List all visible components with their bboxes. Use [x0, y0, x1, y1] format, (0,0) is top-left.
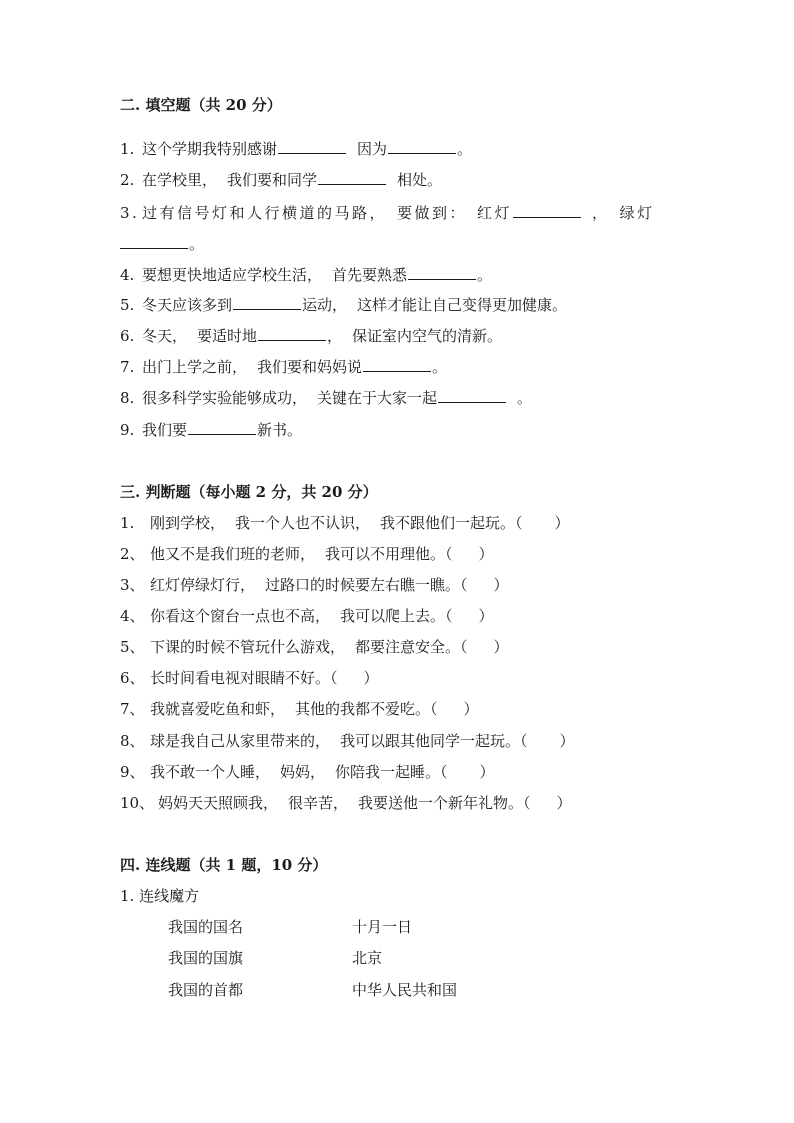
question-text: 很多科学实验能够成功， [142, 389, 308, 407]
item-text: 红灯停绿灯行， [150, 576, 256, 594]
item-text: ） [363, 669, 379, 687]
item-text: 刚到学校， [150, 514, 226, 532]
question-text: 。 [189, 235, 205, 253]
item-text: 球是我自己从家里带来的， [150, 732, 331, 750]
answer-blank[interactable] [120, 234, 188, 249]
question-text: ， [592, 204, 610, 222]
item-text: 我不跟他们一起玩。（ [380, 514, 523, 532]
item-text: ） [556, 794, 572, 812]
fill-blank-question-1 [120, 139, 472, 159]
answer-blank[interactable] [408, 265, 476, 280]
question-text: ， [327, 327, 343, 345]
question-text: 我们要和同学 [227, 171, 318, 189]
fill-blank-question-3 [120, 203, 655, 223]
question-text: 要做到： [397, 204, 468, 222]
item-number: 1. [120, 514, 135, 532]
true-false-item-1 [120, 513, 570, 533]
answer-blank[interactable] [438, 388, 506, 403]
question-text: 保证室内空气的清新。 [352, 327, 503, 345]
fill-blank-question-6 [120, 326, 502, 346]
question-text: 我们要 [142, 421, 188, 439]
question-text: 在学校里， [142, 171, 218, 189]
item-text: 妈妈天天照顾我， [158, 794, 279, 812]
true-false-item-2 [120, 544, 494, 564]
fill-blank-question-7 [120, 357, 447, 377]
matching-right-item[interactable]: 北京 [352, 949, 383, 967]
item-number: 3、 [120, 576, 145, 594]
answer-blank[interactable] [188, 420, 256, 435]
question-text: 新书。 [257, 421, 303, 439]
answer-blank[interactable] [388, 139, 456, 154]
question-number: 3. [120, 204, 140, 222]
item-number: 2、 [120, 545, 145, 563]
question-number: 9. [120, 421, 135, 439]
item-text: 我不敢一个人睡， [150, 763, 271, 781]
question-text: 要适时地 [197, 327, 258, 345]
true-false-item-5 [120, 637, 509, 657]
item-text: 他又不是我们班的老师， [150, 545, 316, 563]
item-text: ） [479, 763, 495, 781]
true-false-item-7 [120, 699, 479, 719]
item-text: 我可以爬上去。（ [340, 607, 453, 625]
item-text: 你陪我一起睡。（ [335, 763, 448, 781]
true-false-item-8 [120, 731, 575, 751]
answer-blank[interactable] [278, 139, 346, 154]
item-text: 都要注意安全。（ [355, 638, 468, 656]
fill-blank-question-5 [120, 295, 567, 315]
question-text: 因为 [357, 140, 388, 158]
section-heading-fill-blank: 二. 填空题（共 20 分） [120, 96, 282, 114]
item-number: 10、 [120, 794, 155, 812]
question-text: 这样才能让自己变得更加健康。 [357, 296, 568, 314]
question-text: 。 [432, 358, 448, 376]
item-text: 我一个人也不认识， [235, 514, 371, 532]
question-text: 关键在于大家一起 [317, 389, 438, 407]
item-number: 6、 [120, 669, 145, 687]
question-text: 我们要和妈妈说 [257, 358, 363, 376]
question-number: 4. [120, 266, 135, 284]
item-text: 我可以跟其他同学一起玩。（ [340, 732, 528, 750]
answer-blank[interactable] [258, 326, 326, 341]
fill-blank-question-2 [120, 170, 442, 190]
section-heading-true-false: 三. 判断题（每小题 2 分，共 20 分） [120, 483, 378, 501]
true-false-item-9 [120, 762, 495, 782]
matching-right-item[interactable]: 中华人民共和国 [352, 981, 458, 999]
matching-left-item[interactable]: 我国的首都 [168, 981, 244, 999]
question-number: 6. [120, 327, 135, 345]
question-text: 。 [457, 140, 473, 158]
true-false-item-3 [120, 575, 509, 595]
item-text: 我就喜爱吃鱼和虾， [150, 700, 286, 718]
question-text: 冬天应该多到 [142, 296, 233, 314]
item-number: 4、 [120, 607, 145, 625]
answer-blank[interactable] [233, 295, 301, 310]
question-text: 过有信号灯和人行横道的马路， [142, 204, 388, 222]
fill-blank-question-4 [120, 265, 492, 285]
fill-blank-question-8 [120, 388, 532, 408]
item-text: ） [554, 514, 570, 532]
item-text: 其他的我都不爱吃。（ [295, 700, 438, 718]
question-text: 。 [477, 266, 493, 284]
item-number: 5、 [120, 638, 145, 656]
question-number: 7. [120, 358, 135, 376]
answer-blank[interactable] [318, 170, 386, 185]
matching-question: 1. 连线魔方 [120, 887, 200, 905]
question-text: 出门上学之前， [142, 358, 248, 376]
question-text: 首先要熟悉 [332, 266, 408, 284]
question-text: 运动， [302, 296, 348, 314]
question-text: 相处。 [397, 171, 443, 189]
item-text: 很辛苦， [288, 794, 349, 812]
item-number: 9、 [120, 763, 145, 781]
matching-left-item[interactable]: 我国的国旗 [168, 949, 244, 967]
question-text: 这个学期我特别感谢 [142, 140, 278, 158]
answer-blank[interactable] [363, 357, 431, 372]
question-text: 。 [517, 389, 533, 407]
item-text: 我可以不用理他。（ [325, 545, 453, 563]
item-text: ） [478, 545, 494, 563]
true-false-item-10 [120, 793, 572, 813]
item-text: ） [493, 638, 509, 656]
matching-left-item[interactable]: 我国的国名 [168, 918, 244, 936]
item-text: 下课的时候不管玩什么游戏， [150, 638, 346, 656]
item-text: ） [559, 732, 575, 750]
item-number: 8、 [120, 732, 145, 750]
true-false-item-6 [120, 668, 379, 688]
question-text: 冬天， [142, 327, 188, 345]
item-number: 7、 [120, 700, 145, 718]
question-number: 2. [120, 171, 135, 189]
item-text: ） [478, 607, 494, 625]
item-text: 长时间看电视对眼睛不好。（ [150, 669, 338, 687]
question-text: 要想更快地适应学校生活， [142, 266, 323, 284]
item-text: 我要送他一个新年礼物。（ [358, 794, 531, 812]
true-false-item-4 [120, 606, 494, 626]
section-heading-matching: 四. 连线题（共 1 题，10 分） [120, 856, 328, 874]
answer-blank[interactable] [513, 203, 581, 218]
item-text: 过路口的时候要左右瞧一瞧。（ [265, 576, 468, 594]
item-text: ） [493, 576, 509, 594]
question-text: 红灯 [477, 204, 513, 222]
question-text: 绿灯 [619, 204, 655, 222]
question-number: 5. [120, 296, 135, 314]
question-number: 8. [120, 389, 135, 407]
item-text: 你看这个窗台一点也不高， [150, 607, 331, 625]
item-text: 妈妈， [280, 763, 326, 781]
matching-right-item[interactable]: 十月一日 [352, 918, 413, 936]
fill-blank-question-3-continued [120, 234, 204, 254]
item-text: ） [463, 700, 479, 718]
question-number: 1. [120, 140, 135, 158]
fill-blank-question-9 [120, 420, 302, 440]
